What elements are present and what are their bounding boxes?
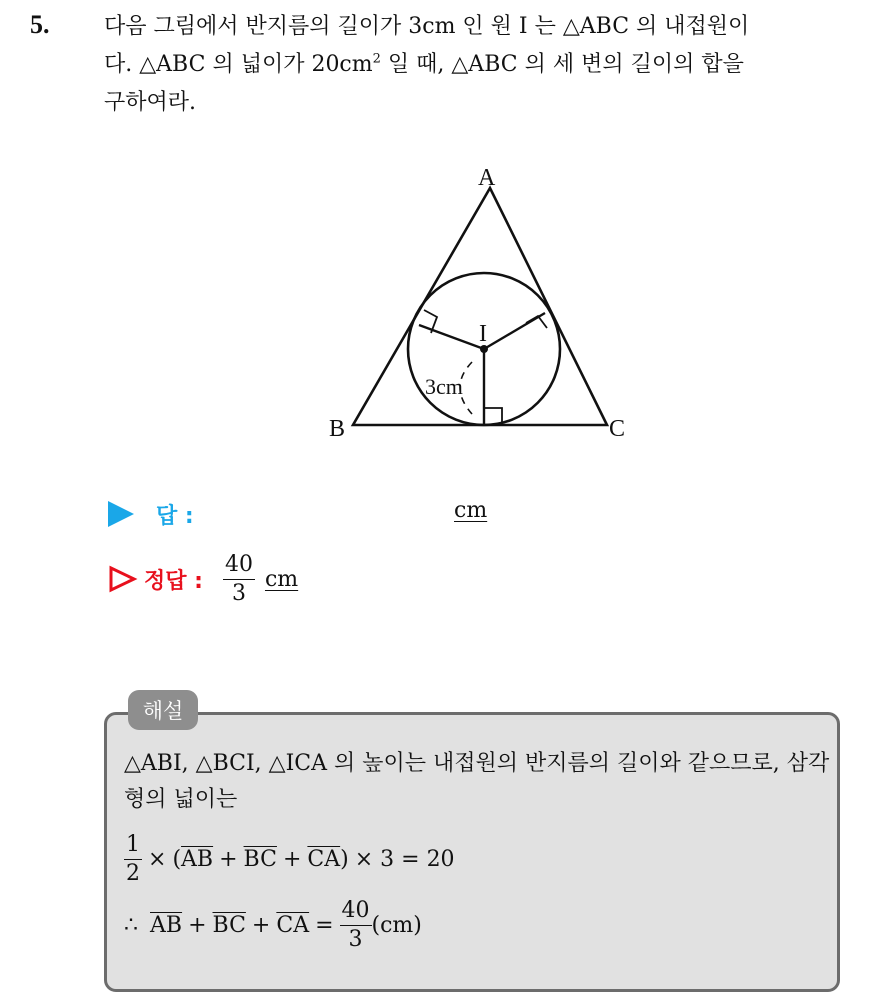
radius-to-ab	[419, 325, 484, 349]
explanation-tab: 해설	[128, 690, 198, 730]
question-number: 5.	[30, 10, 50, 39]
eq2-numerator: 40	[340, 898, 372, 926]
eq2-segment-ab: $\overline{AB}$	[150, 913, 183, 938]
solution-row	[108, 548, 298, 610]
solution-denominator: 3	[231, 580, 246, 606]
eq1-segment-ca: $\overline{CA}$	[307, 847, 341, 872]
eq1-tail: × 3 = 20	[354, 847, 455, 872]
radius-to-ac	[484, 313, 545, 349]
play-triangle-icon	[108, 501, 134, 527]
triangle-diagram	[320, 158, 650, 448]
eq1-times: ×	[148, 847, 167, 872]
eq1-segment-ab: $\overline{AB}$	[181, 847, 214, 872]
triangle-abc	[353, 188, 607, 425]
solution-label: 정답 :	[144, 568, 203, 594]
solution-numerator: 40	[223, 552, 255, 580]
incenter-label: I	[479, 321, 487, 347]
eq2-segment-ca: $\overline{CA}$	[276, 913, 310, 938]
eq2-therefore: ∴	[124, 913, 138, 938]
eq1-denominator: 2	[126, 861, 140, 886]
solution-fraction	[223, 552, 255, 607]
answer-unit: cm	[454, 498, 488, 523]
superscript-squared: 2	[372, 51, 381, 67]
question-text	[104, 8, 864, 122]
vertex-c-label: C	[609, 416, 626, 442]
question-line-1: 다음 그림에서 반지름의 길이가 3cm 인 원 I 는 △ABC 의 내접원이	[104, 14, 750, 39]
answer-row	[108, 494, 194, 534]
eq1-fraction	[124, 832, 142, 887]
eq2-fraction	[340, 898, 372, 953]
vertex-b-label: B	[329, 416, 346, 442]
eq1-lparen: (	[172, 847, 182, 872]
question-line-3: 구하여라.	[104, 90, 197, 115]
eq2-plus-2: +	[251, 913, 271, 938]
solution-unit: cm	[264, 566, 299, 592]
eq1-numerator: 1	[124, 832, 142, 860]
radius-label: 3cm	[425, 374, 463, 399]
explanation-equation-1	[124, 832, 455, 887]
outline-triangle-icon	[108, 565, 138, 593]
question-line-2b: 일 때, △ABC 의 세 변의 길이의 합을	[380, 52, 744, 77]
eq2-unit: (cm)	[371, 913, 422, 938]
answer-label: 답 :	[156, 503, 194, 529]
eq2-plus-1: +	[188, 913, 207, 938]
eq1-segment-bc: $\overline{BC}$	[243, 847, 277, 872]
question-line-2a: 다. △ABC 의 넓이가 20cm	[104, 52, 373, 77]
eq2-segment-bc: $\overline{BC}$	[212, 913, 246, 938]
eq1-rparen: )	[340, 847, 349, 872]
eq2-denominator: 3	[348, 927, 363, 952]
eq2-equals: =	[315, 913, 334, 938]
explanation-text: △ABI, △BCI, △ICA 의 높이는 내접원의 반지름의 길이와 같으므로, 삼각형의 넓이는	[124, 751, 830, 812]
eq1-plus-2: +	[282, 847, 302, 872]
eq1-plus-1: +	[219, 847, 238, 872]
incircle-figure	[320, 158, 650, 448]
right-angle-mark-ac	[526, 316, 547, 328]
explanation-equation-2	[124, 898, 422, 953]
vertex-a-label: A	[478, 165, 496, 191]
